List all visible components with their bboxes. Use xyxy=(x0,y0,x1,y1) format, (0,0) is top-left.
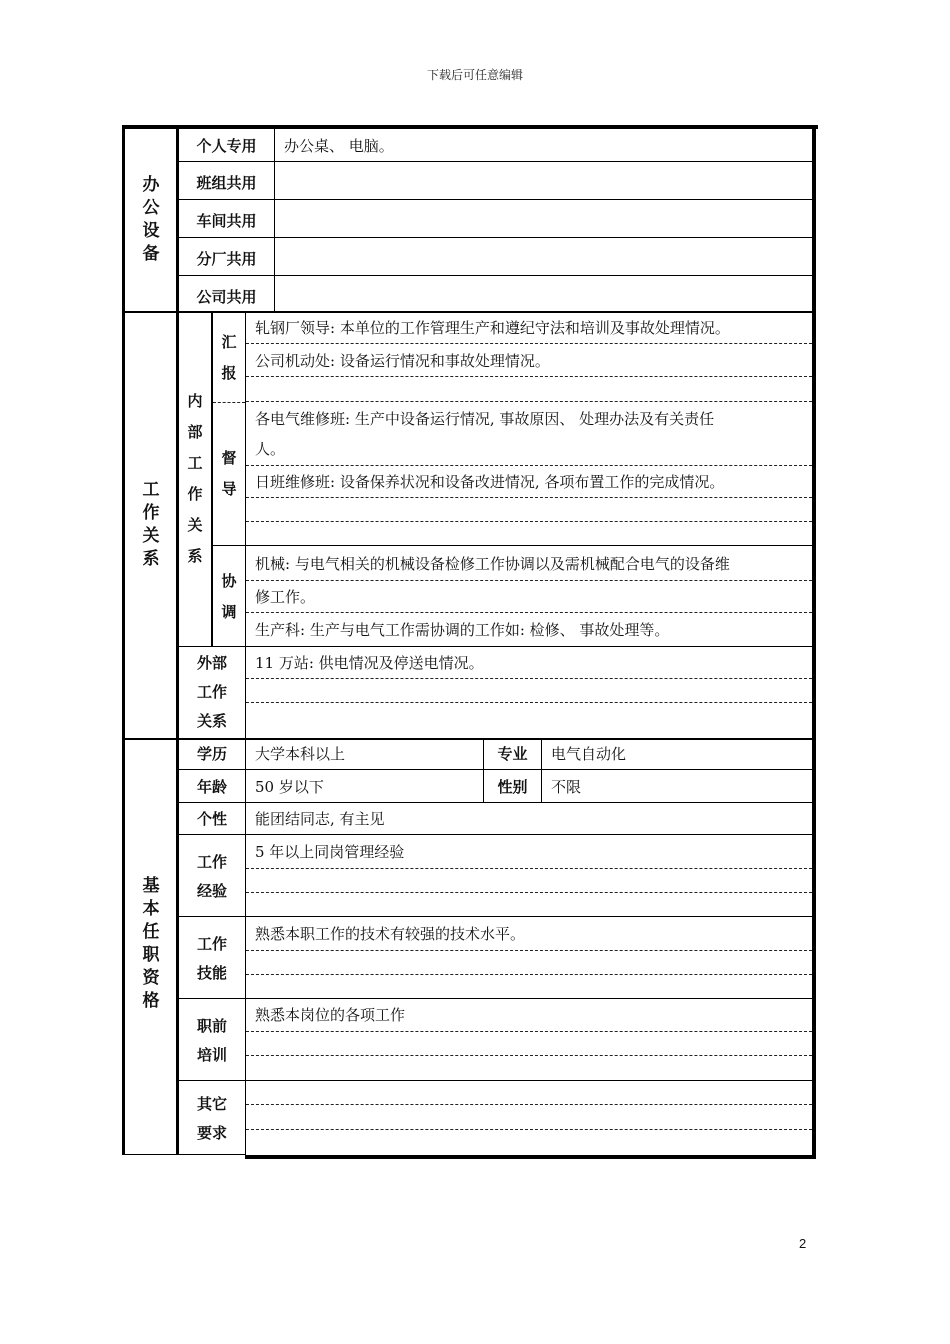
skills-value: 熟悉本职工作的技术有较强的技术水平。 xyxy=(255,925,526,943)
table-bottom-thin xyxy=(122,1154,245,1155)
category-work-relations: 工 作 关 系 xyxy=(142,480,160,569)
coordinate-line-3: 生产科: 生产与电气工作需协调的工作如: 检修、 事故处理等。 xyxy=(255,621,670,639)
gender-label: 性别 xyxy=(497,778,528,796)
training-label-1: 职前 xyxy=(196,1017,227,1035)
major-value: 电气自动化 xyxy=(551,745,627,763)
experience-label-1: 工作 xyxy=(196,853,227,871)
other-label-1: 其它 xyxy=(196,1095,227,1113)
section-divider-2 xyxy=(122,738,812,740)
coordinate-line-2: 修工作。 xyxy=(255,588,316,606)
education-value: 大学本科以上 xyxy=(255,745,346,763)
report-label: 汇 报 xyxy=(221,333,237,382)
age-value: 50 岁以下 xyxy=(255,778,324,796)
supervise-label: 督 导 xyxy=(221,449,237,498)
equip-value-personal: 办公桌、 电脑。 xyxy=(284,137,394,155)
equip-label-personal: 个人专用 xyxy=(196,137,257,155)
gender-value: 不限 xyxy=(551,778,582,796)
table-left-border xyxy=(122,125,125,1155)
report-line-2: 公司机动处: 设备运行情况和事故处理情况。 xyxy=(255,352,550,370)
training-value: 熟悉本岗位的各项工作 xyxy=(255,1006,406,1024)
coordinate-label: 协 调 xyxy=(221,572,237,621)
supervise-line-1: 各电气维修班: 生产中设备运行情况, 事故原因、 处理办法及有关责任 xyxy=(255,410,715,428)
external-line: 11 万站: 供电情况及停送电情况。 xyxy=(255,654,484,672)
category-office-equipment: 办 公 设 备 xyxy=(142,175,160,264)
personality-value: 能团结同志, 有主见 xyxy=(255,810,385,828)
equip-label-company: 公司共用 xyxy=(196,288,257,306)
section-divider-1 xyxy=(122,311,812,313)
table-bottom-border xyxy=(245,1155,816,1159)
coordinate-line-1: 机械: 与电气相关的机械设备检修工作协调以及需机械配合电气的设备维 xyxy=(255,555,730,573)
equip-label-branch: 分厂共用 xyxy=(196,250,257,268)
major-label: 专业 xyxy=(497,745,528,763)
skills-label-1: 工作 xyxy=(196,935,227,953)
experience-value: 5 年以上同岗管理经验 xyxy=(255,843,405,861)
table-top-border xyxy=(122,125,818,129)
education-label: 学历 xyxy=(196,745,227,763)
internal-relations-label: 内 部 工 作 关 系 xyxy=(187,392,203,565)
other-label-2: 要求 xyxy=(196,1124,227,1142)
external-label-1: 外部 xyxy=(196,654,227,672)
equip-label-team: 班组共用 xyxy=(196,174,257,192)
page-header: 下载后可任意编辑 xyxy=(426,68,523,82)
table-right-border xyxy=(812,125,816,1159)
age-label: 年龄 xyxy=(196,778,227,796)
skills-label-2: 技能 xyxy=(196,964,227,982)
training-label-2: 培训 xyxy=(196,1046,227,1064)
personality-label: 个性 xyxy=(196,810,227,828)
supervise-line-3: 日班维修班: 设备保养状况和设备改进情况, 各项布置工作的完成情况。 xyxy=(255,473,725,491)
category-qualifications: 基 本 任 职 资 格 xyxy=(142,876,160,1011)
experience-label-2: 经验 xyxy=(196,882,227,900)
report-line-1: 轧钢厂领导: 本单位的工作管理生产和遵纪守法和培训及事故处理情况。 xyxy=(255,319,730,337)
supervise-line-2: 人。 xyxy=(255,440,286,458)
equip-label-workshop: 车间共用 xyxy=(196,212,257,230)
external-label-2: 工作 xyxy=(196,683,227,701)
external-label-3: 关系 xyxy=(196,712,227,730)
page-number: 2 xyxy=(799,1236,807,1251)
